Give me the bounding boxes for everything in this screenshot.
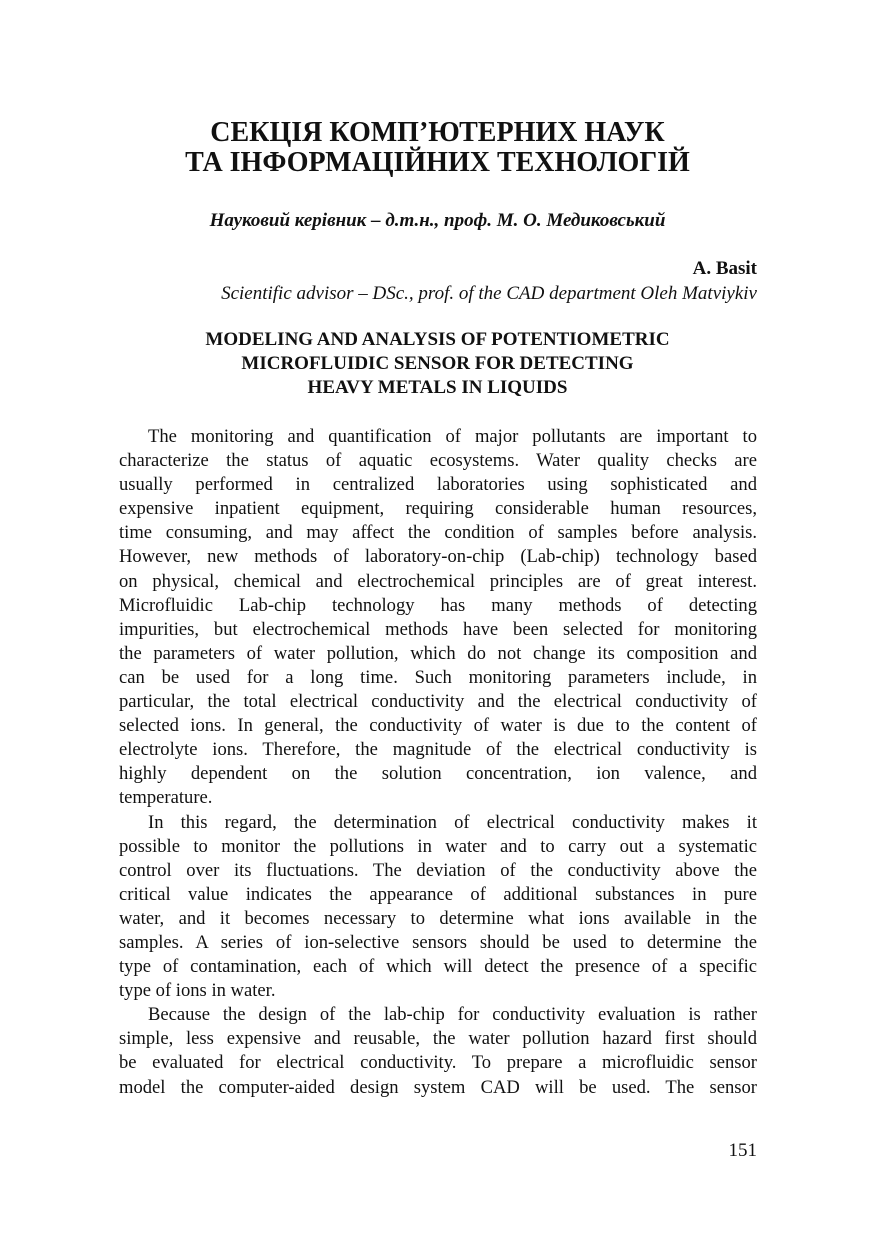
text-line: expensive inpatient equipment, requiring considerable human resources, xyxy=(119,498,757,520)
author-name: A. Basit xyxy=(692,258,757,279)
text-line: electrolyte ions. Therefore, the magnitude of the electrical conductivity is xyxy=(119,739,757,761)
text-line: can be used for a long time. Such monitoring parameters include, in xyxy=(119,666,757,688)
text-line: particular, the total electrical conductivity and the electrical conductivity of xyxy=(119,691,757,713)
text-line: type of ions in water. xyxy=(119,980,276,1002)
text-line: water, and it becomes necessary to determine what ions available in the xyxy=(119,907,757,929)
text-line: Because the design of the lab-chip for conductivity evaluation is rather xyxy=(148,1004,757,1026)
paper-title-line: MICROFLUIDIC SENSOR FOR DETECTING xyxy=(241,353,634,374)
paragraph xyxy=(119,1003,757,1099)
page-number: 151 xyxy=(728,1140,757,1161)
section-title-line: ТА ІНФОРМАЦІЙНИХ ТЕХНОЛОГІЙ xyxy=(185,147,690,178)
paragraph xyxy=(119,425,757,811)
paper-title xyxy=(0,328,875,400)
section-supervisor: Науковий керівник – д.т.н., проф. М. О. Медиковський xyxy=(209,210,666,231)
section-title-line: СЕКЦІЯ КОМП’ЮТЕРНИХ НАУК xyxy=(210,117,665,148)
text-line: be evaluated for electrical conductivity. To prepare a microfluidic sensor xyxy=(119,1052,757,1074)
text-line: selected ions. In general, the conductivity of water is due to the content of xyxy=(119,715,757,737)
text-line: usually performed in centralized laboratories using sophisticated and xyxy=(119,474,757,496)
text-line: However, new methods of laboratory-on-chip (Lab-chip) technology based xyxy=(119,546,757,568)
text-line: critical value indicates the appearance of additional substances in pure xyxy=(119,883,757,905)
text-line: on physical, chemical and electrochemical principles are of great interest. xyxy=(119,570,757,592)
text-line: highly dependent on the solution concentration, ion valence, and xyxy=(119,763,757,785)
text-line: characterize the status of aquatic ecosystems. Water quality checks are xyxy=(119,450,757,472)
text-line: The monitoring and quantification of major pollutants are important to xyxy=(148,426,757,447)
text-line: model the computer-aided design system CAD will be used. The sensor xyxy=(119,1076,757,1098)
text-line: possible to monitor the pollutions in water and to carry out a systematic xyxy=(119,835,757,857)
text-line: simple, less expensive and reusable, the water pollution hazard first should xyxy=(119,1028,757,1050)
text-line: In this regard, the determination of electrical conductivity makes it xyxy=(148,811,757,833)
text-line: the parameters of water pollution, which do not change its composition and xyxy=(119,642,757,664)
paper-title-line: MODELING AND ANALYSIS OF POTENTIOMETRIC xyxy=(205,329,670,350)
text-line: samples. A series of ion-selective sensors should be used to determine the xyxy=(119,931,757,953)
scientific-advisor: Scientific advisor – DSc., prof. of the CAD department Oleh Matviykiv xyxy=(221,283,757,304)
text-line: impurities, but electrochemical methods have been selected for monitoring xyxy=(119,618,757,640)
text-line: time consuming, and may affect the condition of samples before analysis. xyxy=(119,522,757,544)
section-title xyxy=(0,118,875,178)
paper-title-line: HEAVY METALS IN LIQUIDS xyxy=(307,377,568,398)
text-line: temperature. xyxy=(119,787,213,809)
paragraph xyxy=(119,811,757,1004)
text-line: Microfluidic Lab-chip technology has many methods of detecting xyxy=(119,594,757,616)
text-line: control over its fluctuations. The deviation of the conductivity above the xyxy=(119,859,757,881)
text-line: type of contamination, each of which will detect the presence of a specific xyxy=(119,956,757,978)
body-text xyxy=(119,425,757,1100)
